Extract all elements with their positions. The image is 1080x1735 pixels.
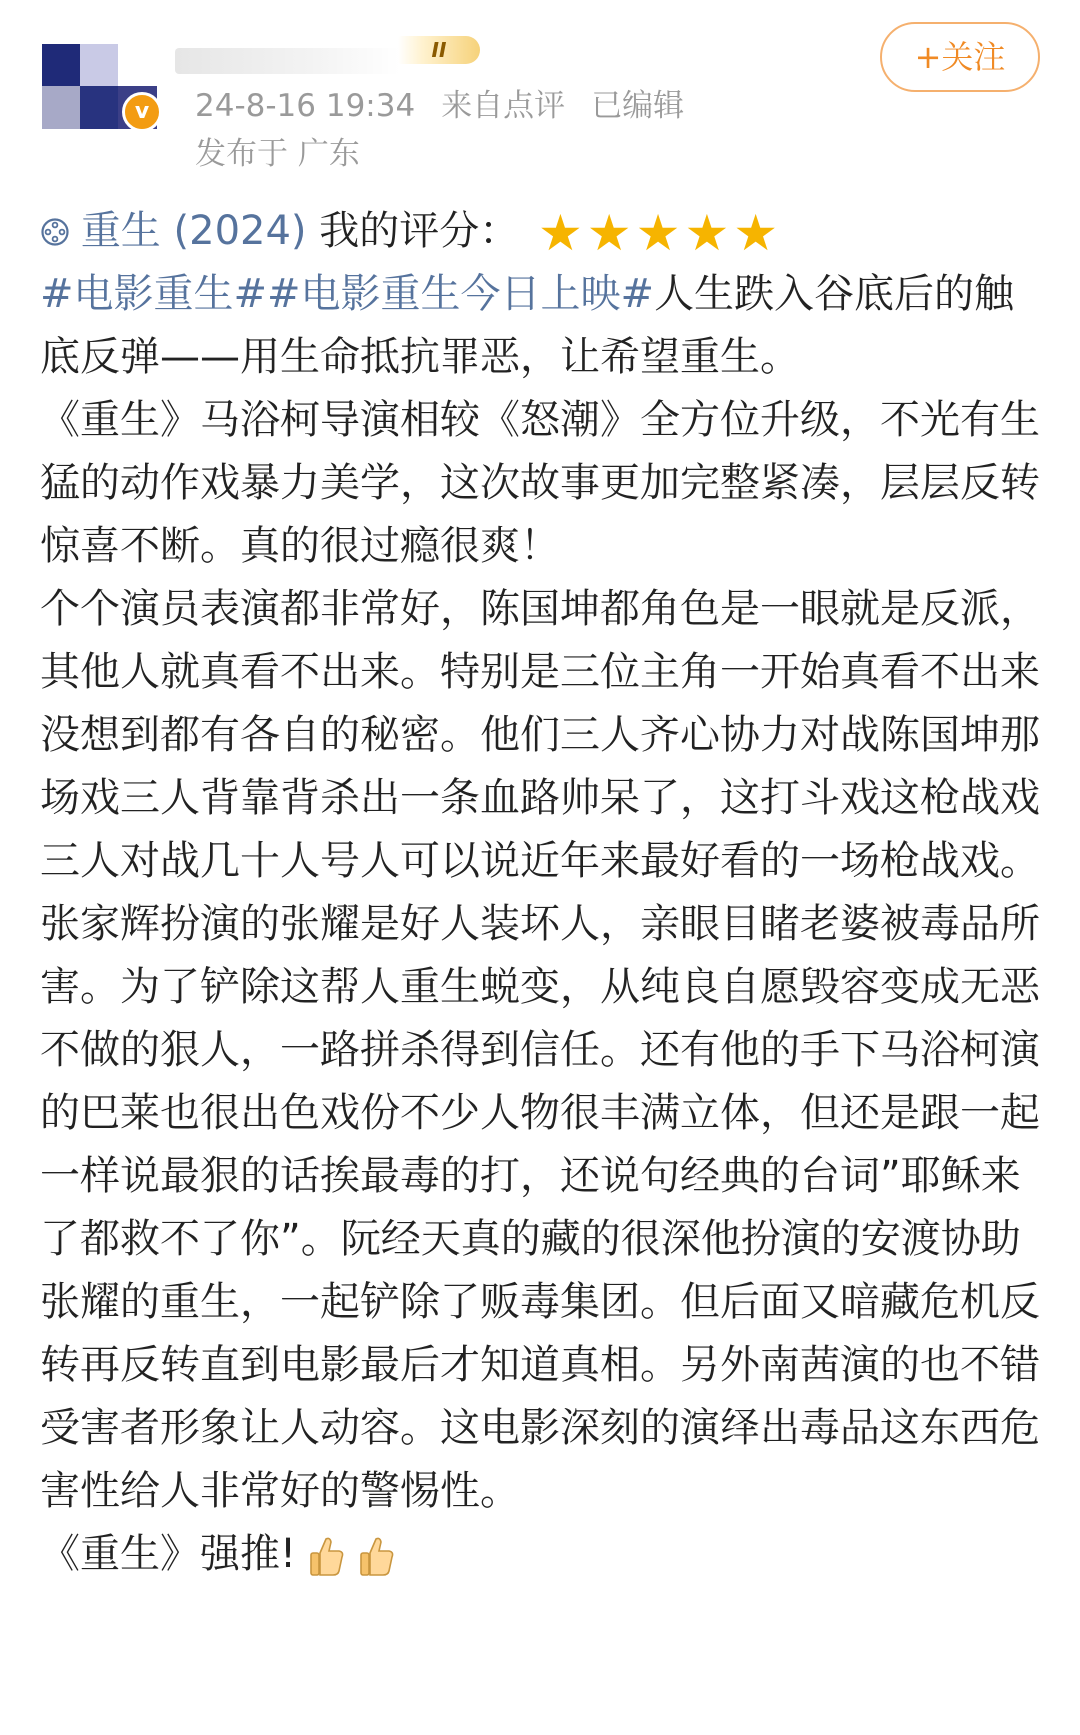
level-badge: II [398, 36, 480, 64]
post-paragraph: 《重生》马浴柯导演相较《怒潮》全方位升级，不光有生猛的动作戏暴力美学，这次故事更加完整紧凑，层层反转惊喜不断。真的很过瘾很爽！ [40, 397, 1040, 569]
rating-stars: ★★★★★ [537, 203, 783, 262]
intro-text: 人生跌入谷底后的触底反弹——用生命抵抗罪恶，让希望重生。 [40, 271, 1015, 380]
hashtag-link[interactable]: #电影重生# [40, 271, 268, 317]
avatar-pixel [80, 44, 118, 86]
movie-reel-icon [40, 213, 81, 253]
post-header [0, 0, 1080, 180]
post-text-intro [40, 263, 1050, 389]
rating-line [40, 200, 1050, 263]
username-blurred[interactable] [175, 48, 400, 74]
avatar-pixel [80, 86, 118, 129]
movie-link[interactable]: 重生 (2024) [80, 208, 307, 254]
source-label[interactable]: 来自点评 [441, 88, 566, 124]
hashtag-link[interactable]: #电影重生今日上映# [267, 271, 655, 317]
avatar-pixel [42, 86, 80, 129]
verified-v-icon: v [122, 92, 162, 132]
follow-button[interactable]: +关注 [880, 22, 1040, 92]
edited-label[interactable]: 已编辑 [591, 88, 685, 124]
post-paragraph: 个个演员表演都非常好，陈国坤都角色是一眼就是反派，其他人就真看不出来。特别是三位主角一开始真看不出来没想到都有各自的秘密。他们三人齐心协力对战陈国坤那场戏三人背靠背杀出一条血路帅呆了，这打斗戏这枪战戏三人对战几十人号人可以说近年来最好看的一场枪战戏。张家辉扮演的张耀是好人装坏人，亲眼目睹老婆被毒品所害。为了铲除这帮人重生蜕变，从纯良自愿毁容变成无恶不做的狠人，一路拼杀得到信任。还有他的手下马浴柯演的巴莱也很出色戏份不少人物很丰满立体，但还是跟一起一样说最狠的话挨最毒的打，还说句经典的台词”耶稣来了都救不了你”。阮经天真的藏的很深他扮演的安渡协助张耀的重生，一起铲除了贩毒集团。但后面又暗藏危机反转再反转直到电影最后才知道真相。另外南茜演的也不错受害者形象让人动容。这电影深刻的演绎出毒品这东西危害性给人非常好的警惕性。 [40, 586, 1040, 1514]
post-meta [195, 80, 710, 125]
location-label: 发布于 广东 [195, 136, 360, 172]
post-closing [40, 1523, 1050, 1586]
avatar-pixel [118, 44, 157, 86]
timestamp: 24-8-16 19:34 [195, 88, 416, 124]
closing-text: 《重生》强推! [40, 1531, 297, 1577]
thumbs-up-icon [356, 1533, 396, 1579]
thumbs-up-icon [306, 1533, 346, 1579]
post-body [40, 200, 1050, 1586]
avatar-pixel [42, 44, 80, 86]
rating-label: 我的评分： [319, 208, 520, 254]
